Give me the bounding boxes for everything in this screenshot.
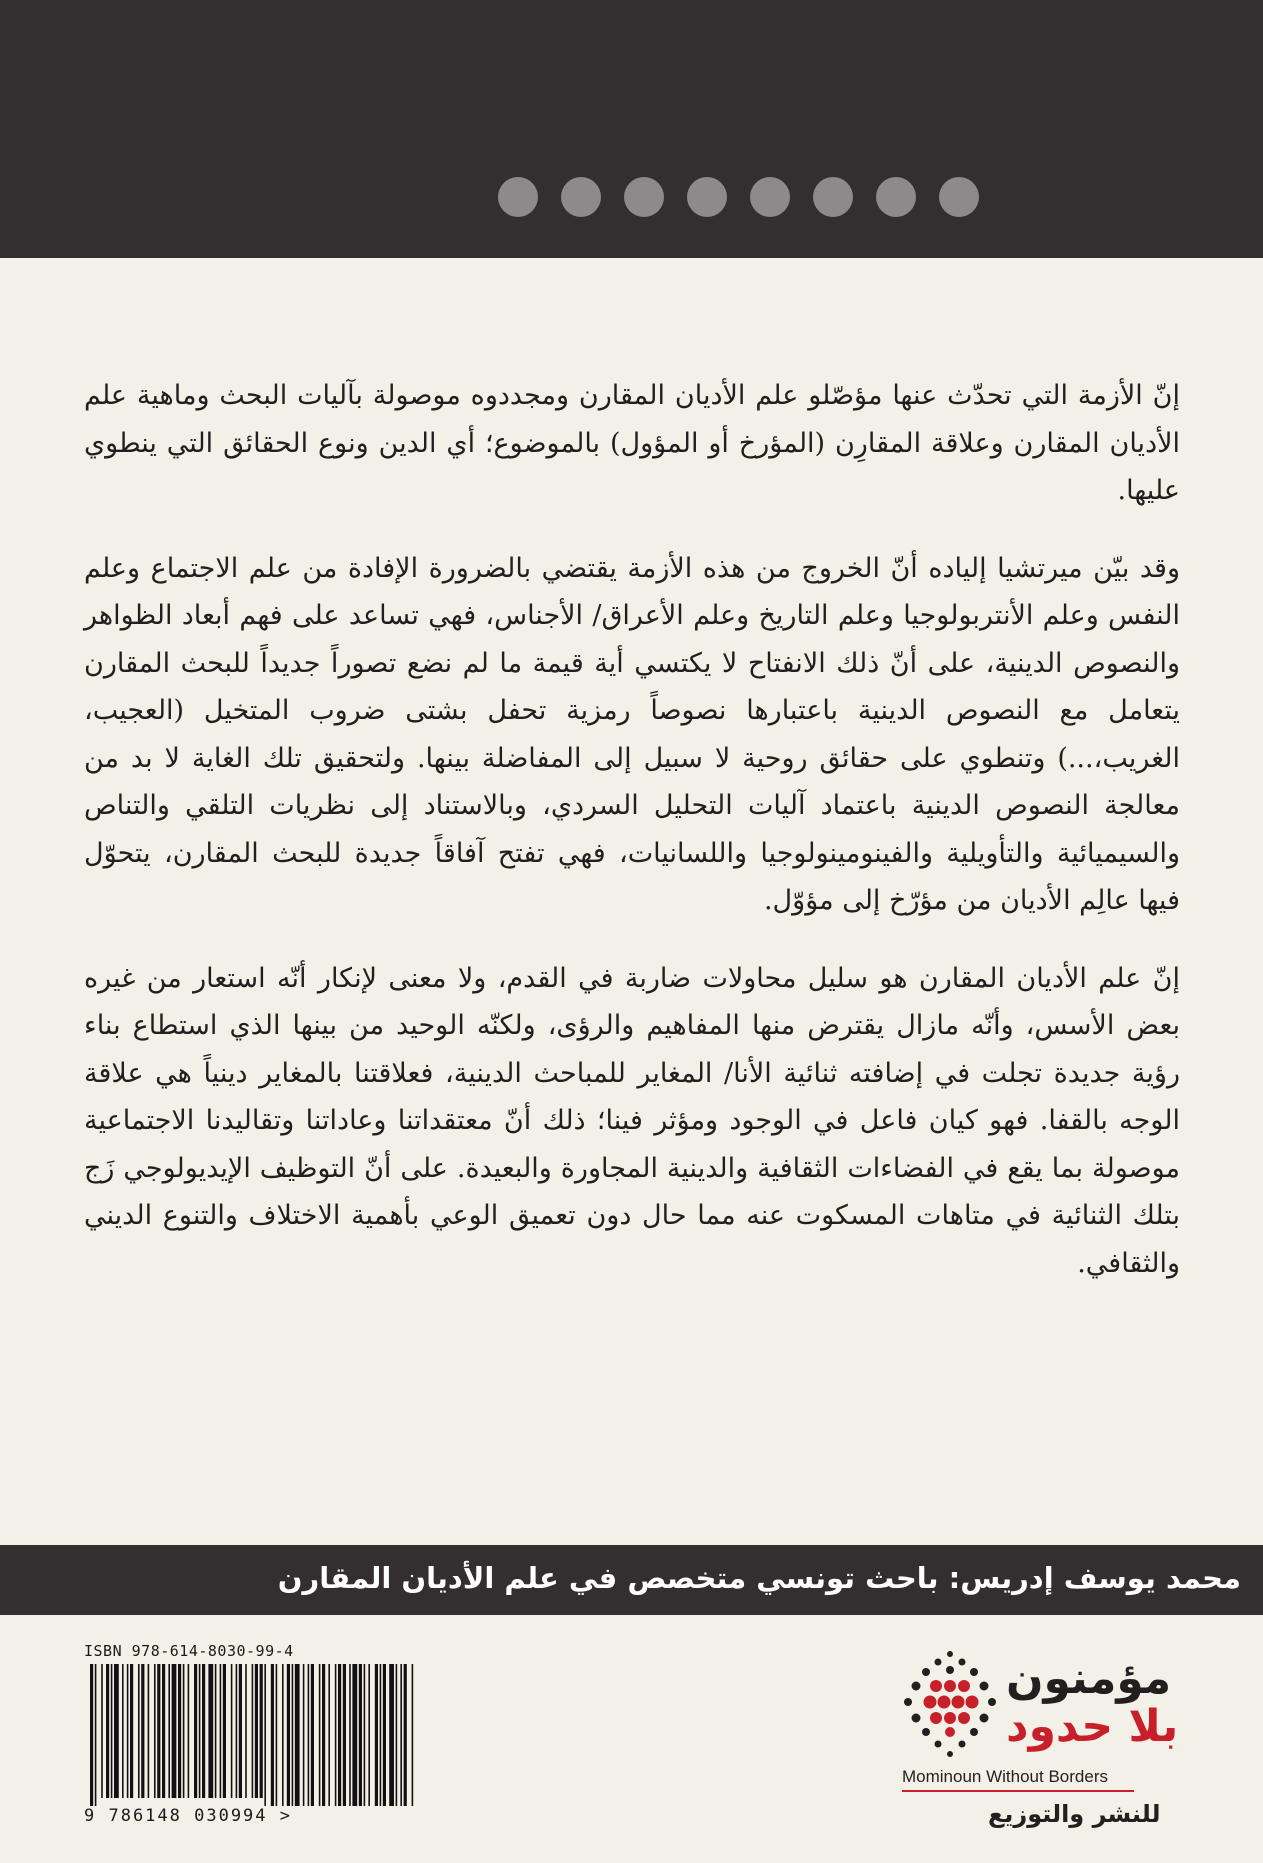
barcode-bar <box>215 1664 217 1798</box>
barcode-bar <box>208 1664 213 1798</box>
decorative-dot-6 <box>813 177 853 217</box>
barcode-bar <box>343 1664 346 1806</box>
blurb-paragraph-2: وقد بيّن ميرتشيا إلياده أنّ الخروج من هذه الأزمة يقتضي بالضرورة الإفادة من علم الاجتماع وعلم النفس وعلم الأنتربولوجيا وعلم التاريخ وعلم الأعراق/ الأجناس، فهي تساعد على فهم أبعاد الظواهر والنصوص الدينية، على أنّ ذلك الانفتاح لا يكتسي أية قيمة ما لم نضع تصوراً جديداً للبحث المقارن يتعامل مع النصوص الدينية باعتبارها نصوصاً رمزية تحفل بشتى ضروب المتخيل (العجيب، الغريب،...) وتنطوي على حقائق روحية لا سبيل إلى المفاضلة بينها. ولتحقيق تلك الغاية لا بد من معالجة النصوص الدينية باعتماد آليات التحليل السردي، وبالاستناد إلى نظريات التلقي والتناص والسيميائية والتأويلية والفينومينولوجيا واللسانيات، فهي تفتح آفاقاً جديدة للبحث المقارن، يتحوّل فيها عالِم الأديان من مؤرّخ إلى مؤوّل. <box>84 552 1180 916</box>
barcode-bar <box>202 1664 205 1798</box>
barcode-bar <box>287 1664 290 1806</box>
barcode-bar <box>127 1664 129 1798</box>
barcode-bar <box>264 1664 266 1806</box>
barcode-bar <box>255 1664 258 1798</box>
barcode-bar <box>122 1664 124 1798</box>
decorative-dot-2 <box>561 177 601 217</box>
barcode-bar <box>252 1664 254 1798</box>
barcode-bar <box>162 1664 165 1798</box>
publisher-underline <box>902 1790 1134 1792</box>
decorative-dot-1 <box>498 177 538 217</box>
barcode-bar <box>130 1664 133 1798</box>
barcode-bar <box>231 1664 233 1798</box>
publisher-block <box>898 1640 1198 1840</box>
barcode-bar <box>194 1664 197 1798</box>
barcode-bar <box>260 1664 263 1798</box>
barcode-bar <box>106 1664 109 1798</box>
barcode-bar <box>223 1664 226 1798</box>
barcode-bar <box>199 1664 201 1798</box>
barcode-bar <box>328 1664 330 1806</box>
barcode-bar <box>352 1664 357 1806</box>
barcode-bar <box>335 1664 337 1806</box>
blurb-text <box>84 372 1180 1317</box>
barcode-bar <box>245 1664 247 1798</box>
barcode-bar <box>236 1664 238 1798</box>
barcode-bar <box>380 1664 382 1806</box>
barcode-digits: 9 786148 030994 > <box>84 1806 292 1826</box>
barcode-bar <box>154 1664 156 1798</box>
publisher-logo-icon <box>898 1648 1002 1768</box>
barcode-bar <box>389 1664 394 1806</box>
barcode-bar <box>183 1664 185 1798</box>
barcode-bar <box>349 1664 351 1806</box>
barcode-bar <box>308 1664 310 1806</box>
top-band <box>0 0 1263 258</box>
barcode-bar <box>322 1664 325 1806</box>
barcode-bar <box>138 1664 140 1798</box>
isbn-label: ISBN 978-614-8030-99-4 <box>84 1642 294 1660</box>
author-bio: محمد يوسف إدريس: باحث تونسي متخصص في علم الأديان المقارن <box>277 1561 1241 1595</box>
barcode-bar <box>364 1664 366 1806</box>
barcode-bar <box>303 1664 305 1806</box>
barcode-bar <box>368 1664 370 1806</box>
barcode-bar <box>188 1664 190 1798</box>
publisher-name-english: Mominoun Without Borders <box>902 1767 1108 1786</box>
barcode-bar <box>383 1664 386 1806</box>
barcode-bar <box>239 1664 242 1798</box>
publisher-tagline: للنشر والتوزيع <box>988 1800 1161 1828</box>
barcode-bar <box>172 1664 177 1798</box>
barcode-bars <box>84 1664 424 1806</box>
publisher-name-arabic-red: بلا حدود <box>1006 1701 1179 1752</box>
barcode-bar <box>178 1664 181 1798</box>
barcode-bar <box>95 1664 97 1806</box>
barcode-bar <box>404 1664 407 1806</box>
barcode-bar <box>292 1664 294 1806</box>
barcode-bar <box>168 1664 170 1798</box>
barcode-bar <box>359 1664 362 1806</box>
decorative-dot-3 <box>624 177 664 217</box>
decorative-dot-8 <box>939 177 979 217</box>
barcode-bar <box>311 1664 314 1806</box>
barcode-bar <box>101 1664 103 1798</box>
barcode-bar <box>220 1664 222 1798</box>
barcode-bar <box>319 1664 321 1806</box>
barcode-bar <box>282 1664 284 1806</box>
blurb-paragraph-1: إنّ الأزمة التي تحدّث عنها مؤصّلو علم الأديان المقارن ومجددوه موصولة بآليات البحث وماهية علم الأديان المقارن وعلاقة المقارِن (المؤرخ أو المؤول) بالموضوع؛ أي الدين ونوع الحقائق التي ينطوي عليها. <box>84 380 1180 506</box>
decorative-dot-7 <box>876 177 916 217</box>
barcode-bar <box>276 1664 278 1806</box>
barcode-bar <box>400 1664 402 1806</box>
barcode-bar <box>90 1664 93 1806</box>
barcode-bar <box>396 1664 398 1806</box>
barcode-bar <box>271 1664 274 1806</box>
barcode-bar <box>111 1664 113 1798</box>
decorative-dot-5 <box>750 177 790 217</box>
barcode-bar <box>338 1664 341 1806</box>
barcode-bar <box>295 1664 300 1806</box>
barcode-bar <box>412 1664 414 1806</box>
blurb-paragraph-3: إنّ علم الأديان المقارن هو سليل محاولات ضاربة في القدم، ولا معنى لإنكار أنّه استعار من غيره بعض الأسس، وأنّه مازال يقترض منها المفاهيم والرؤى، ولكنّه الوحيد من بينها الذي استطاع بناء رؤية جديدة تجلت في إضافته ثنائية الأنا/ المغاير للمباحث الدينية، فعلاقتنا بالمغاير دينياً هي علاقة الوجه بالقفا. فهو كيان فاعل في الوجود ومؤثر فينا؛ ذلك أنّ معتقداتنا وعاداتنا وتقاليدنا الاجتماعية موصولة بما يقع في الفضاءات الثقافية والدينية المجاورة والبعيدة. على أنّ التوظيف الإيديولوجي زَج بتلك الثنائية في متاهات المسكوت عنه مما حال دون تعميق الوعي بأهمية الاختلاف والتنوع الديني والثقافي. <box>84 962 1180 1279</box>
decorative-dot-4 <box>687 177 727 217</box>
barcode-bar <box>375 1664 378 1806</box>
barcode-bar <box>157 1664 160 1798</box>
author-band <box>0 1545 1263 1615</box>
barcode-bar <box>114 1664 119 1798</box>
barcode-bar <box>141 1664 144 1798</box>
publisher-name-arabic: مؤمنون <box>1006 1653 1172 1704</box>
barcode <box>84 1642 424 1830</box>
barcode-bar <box>148 1664 150 1798</box>
